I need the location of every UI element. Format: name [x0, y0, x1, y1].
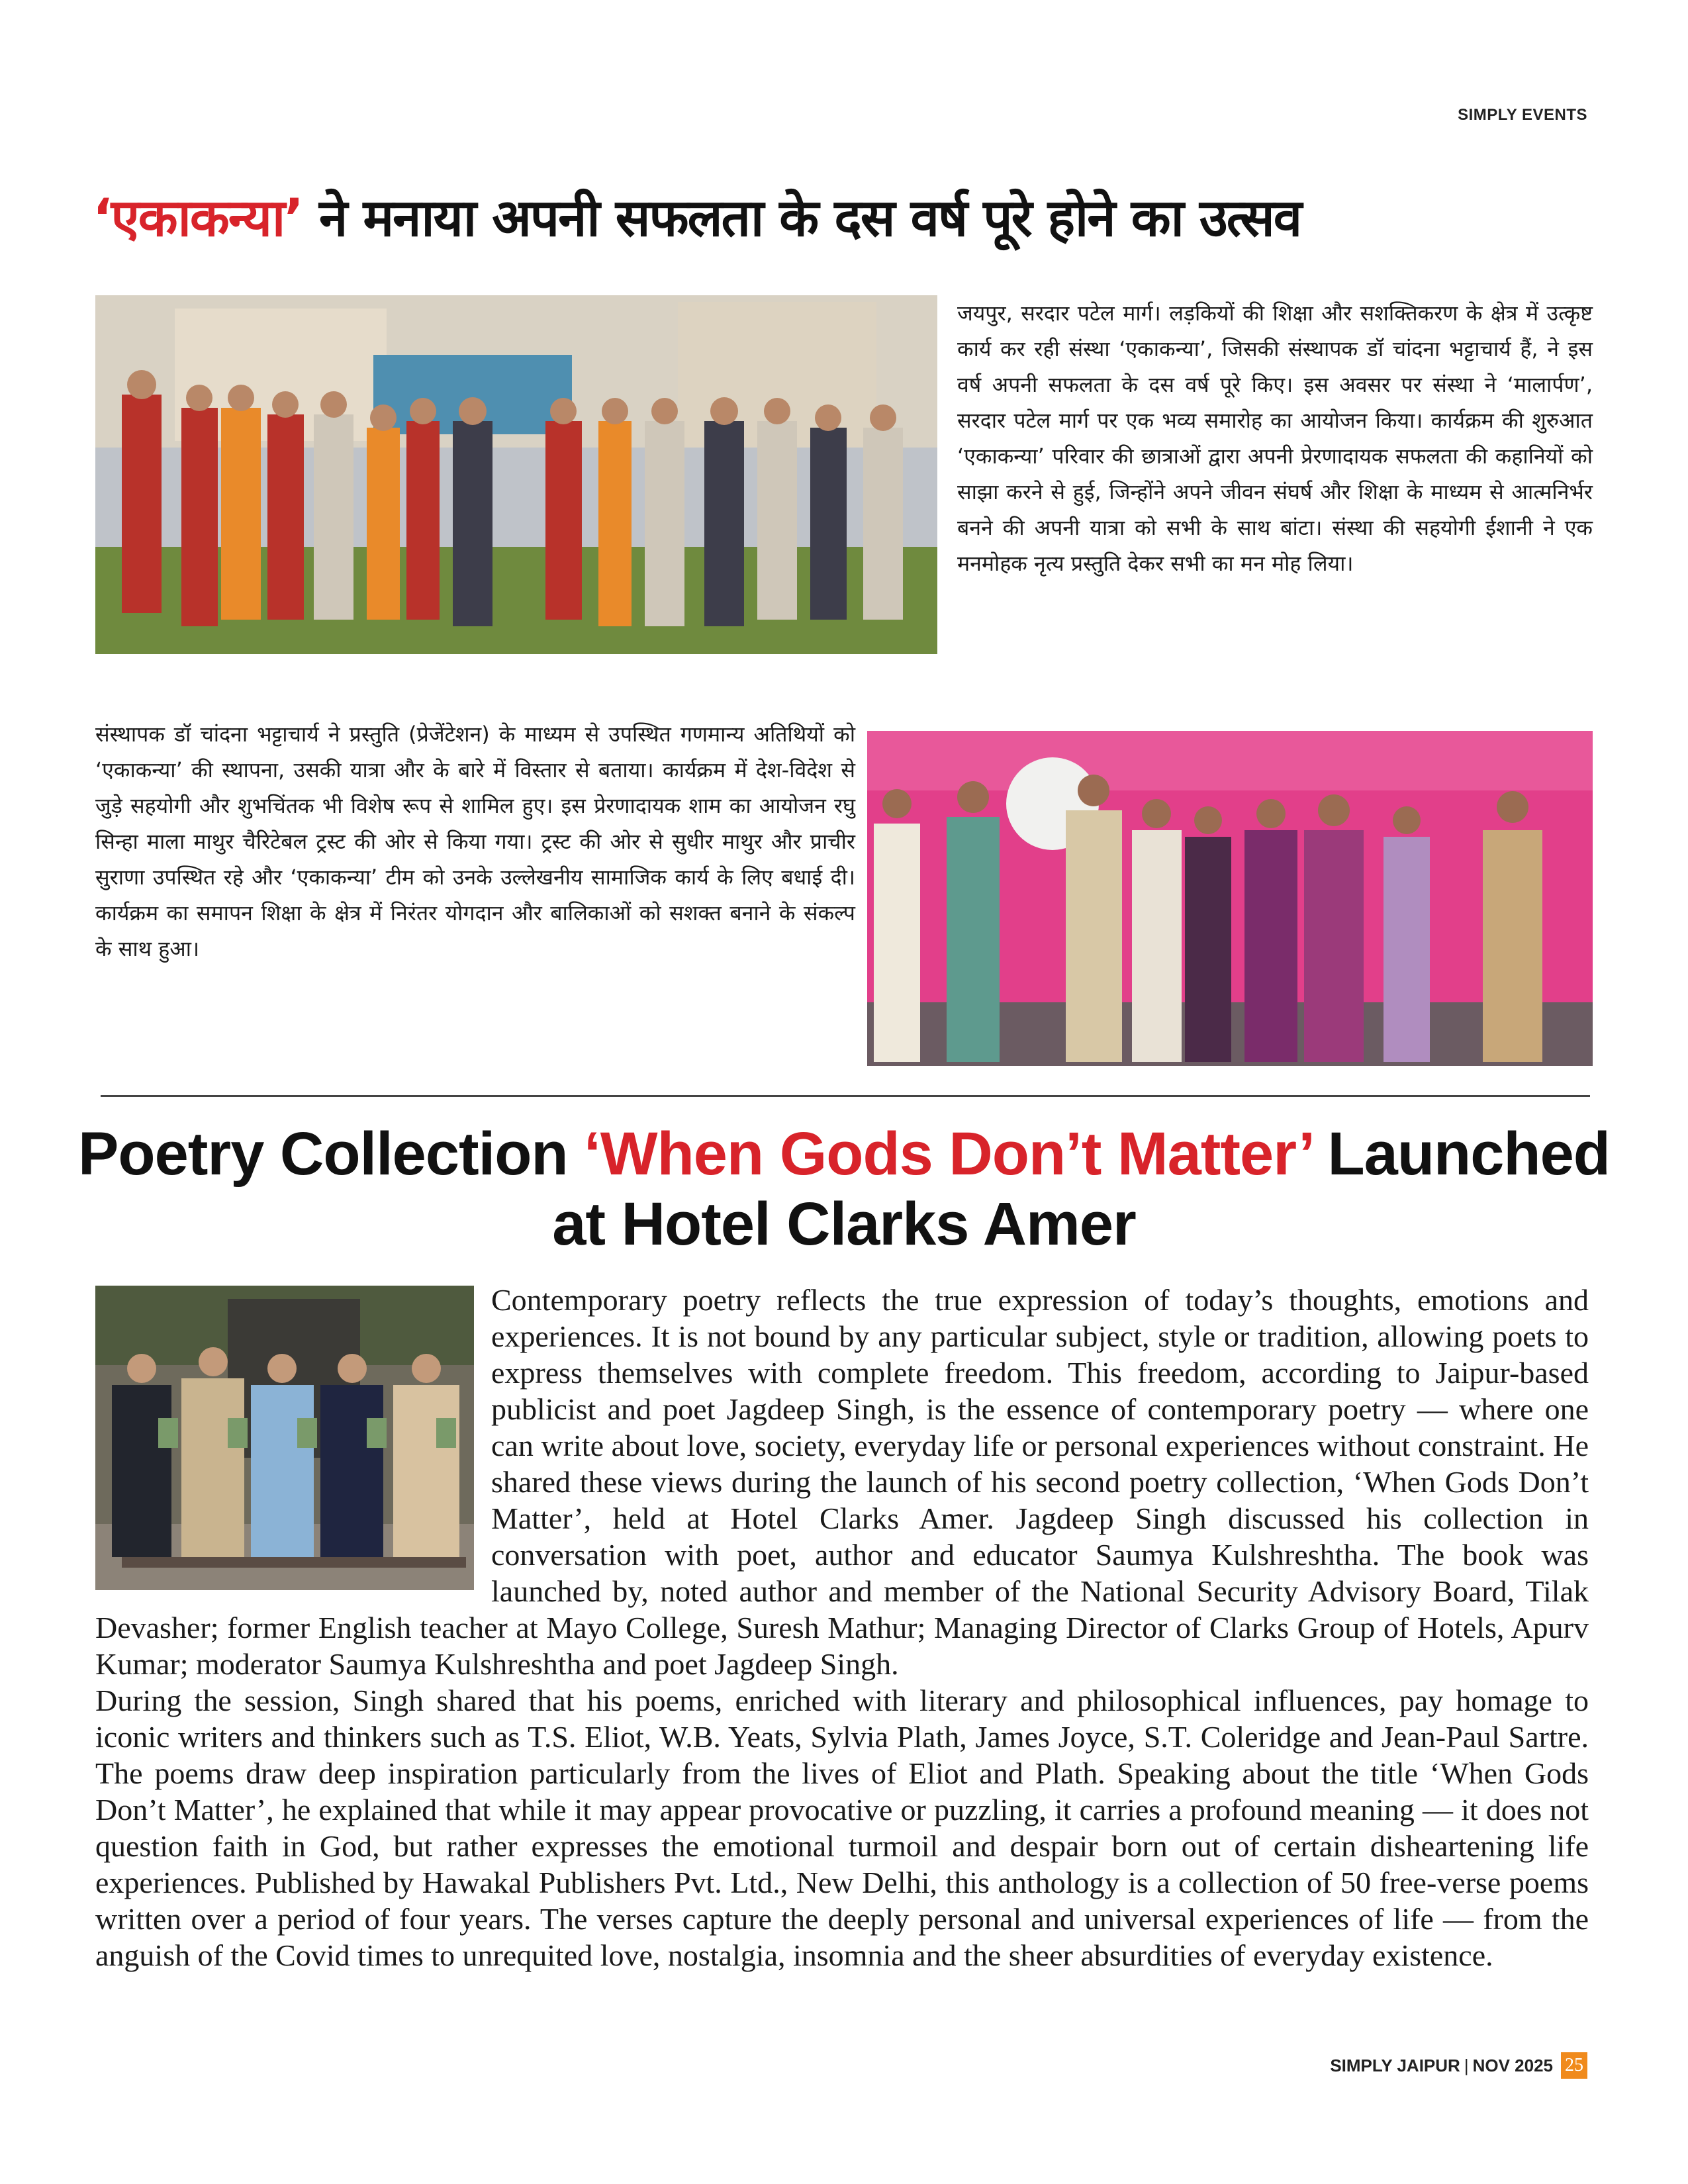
page-number: 25	[1561, 2052, 1587, 2079]
section-divider	[101, 1095, 1590, 1097]
stage-photo	[867, 731, 1593, 1066]
group-photo	[95, 295, 937, 654]
publication-name: SIMPLY JAIPUR	[1330, 2055, 1460, 2075]
article2-paragraph-1: Contemporary poetry reflects the true expression of today’s thoughts, emotions and experiences. It is not bound by any particular subject, style or tradition, allowing poets to express themselves with complete freedom. This freedom, according to Jaipur-based publicist and poet Jagdeep Singh, is the essence of contemporary poetry — where one can write about love, society, everyday life or personal experiences without constraint. He shared these views during the launch of his second poetry collection, ‘When Gods Don’t Matter’, held at Hotel Clarks Amer. Jagdeep Singh discussed his collection in conversation with poet, author and educator Saumya Kulshreshtha. The book was launched by, noted author and member of the National Security Advisory Board, Tilak Devasher; former English teacher at Mayo College, Suresh Mathur; Managing Director of Clarks Group of Hotels, Apurv Kumar; moderator Saumya Kulshreshtha and poet Jagdeep Singh.	[95, 1283, 1589, 1681]
article1-headline-rest: ने मनाया अपनी सफलता के दस वर्ष पूरे होने का उत्सव	[302, 189, 1301, 248]
issue-date: NOV 2025	[1472, 2055, 1553, 2075]
article2-headline-post: Launched	[1311, 1120, 1610, 1188]
article2-headline-line-2: at Hotel Clarks Amer	[552, 1190, 1136, 1258]
article1-paragraph-1: जयपुर, सरदार पटेल मार्ग। लड़कियों की शिक्षा और सशक्तिकरण के क्षेत्र में उत्कृष्ट कार्य कर रही संस्था ‘एकाकन्या’, जिसकी संस्थापक डॉ चांदना भट्टाचार्य हैं, ने इस वर्ष अपनी सफलता के दस वर्ष पूरे किए। इस अवसर पर संस्था ने ‘मालार्पण’, सरदार पटेल मार्ग पर एक भव्य समारोह का आयोजन किया। कार्यक्रम की शुरुआत ‘एकाकन्या’ परिवार की छात्राओं द्वारा अपनी प्रेरणादायक सफलता की कहानियों को साझा करने से हुई, जिन्होंने अपने जीवन संघर्ष और शिक्षा के माध्यम से आत्मनिर्भर बनने की अपनी यात्रा को सभी के साथ बांटा। संस्था की सहयोगी ईशानी ने एक मनमोहक नृत्य प्रस्तुति देकर सभी का मन मोह लिया।	[957, 301, 1593, 576]
article2-body	[95, 1282, 1589, 1973]
article1-headline	[93, 189, 1595, 248]
book-launch-photo	[95, 1286, 474, 1590]
article2-paragraph-2: During the session, Singh shared that his poems, enriched with literary and philosophical influences, pay homage to iconic writers and thinkers such as T.S. Eliot, W.B. Yeats, Sylvia Plath, James Joyce, S.T. Coleridge and Jean-Paul Sartre. The poems draw deep inspiration particularly from the lives of Eliot and Plath. Speaking about the title ‘When Gods Don’t Matter’, he explained that while it may appear provocative or puzzling, it carries a profound meaning — it does not question faith in God, but rather expresses the emotional turmoil and despair born out of certain disheartening life experiences. Published by Hawakal Publishers Pvt. Ltd., New Delhi, this anthology is a collection of 50 free-verse poems written over a period of four years. The verses capture the deeply personal and universal experiences of life — from the anguish of the Covid times to unrequited love, nostalgia, insomnia and the sheer absurdities of everyday existence.	[95, 1684, 1589, 1972]
section-tag: SIMPLY EVENTS	[1458, 106, 1587, 124]
article2-headline-line-1	[66, 1119, 1622, 1189]
article2-headline-title: ‘When Gods Don’t Matter’	[584, 1120, 1311, 1188]
article2-headline	[66, 1119, 1622, 1259]
article2-headline-pre: Poetry Collection	[78, 1120, 585, 1188]
article1-paragraph-2: संस्थापक डॉ चांदना भट्टाचार्य ने प्रस्तुति (प्रेजेंटेशन) के माध्यम से उपस्थित गणमान्य अतिथियों को ‘एकाकन्या’ की स्थापना, उसकी यात्रा और के बारे में विस्तार से बताया। कार्यक्रम में देश-विदेश से जुड़े सहयोगी और शुभचिंतक भी विशेष रूप से शामिल हुए। इस प्रेरणादायक शाम का आयोजन रघु सिन्हा माला माथुर चैरिटेबल ट्रस्ट की ओर से किया गया। ट्रस्ट की ओर से सुधीर माथुर और प्राचीर सुराणा उपस्थित रहे और ‘एकाकन्या’ टीम को उनके उल्लेखनीय सामाजिक कार्य के लिए बधाई दी। कार्यक्रम का समापन शिक्षा के क्षेत्र में निरंतर योगदान और बालिकाओं को सशक्त बनाने के संकल्प के साथ हुआ।	[95, 722, 855, 961]
article1-headline-highlight: ‘एकाकन्या’	[93, 189, 303, 248]
footer-separator: |	[1464, 2055, 1469, 2075]
page-footer	[1330, 2052, 1587, 2079]
